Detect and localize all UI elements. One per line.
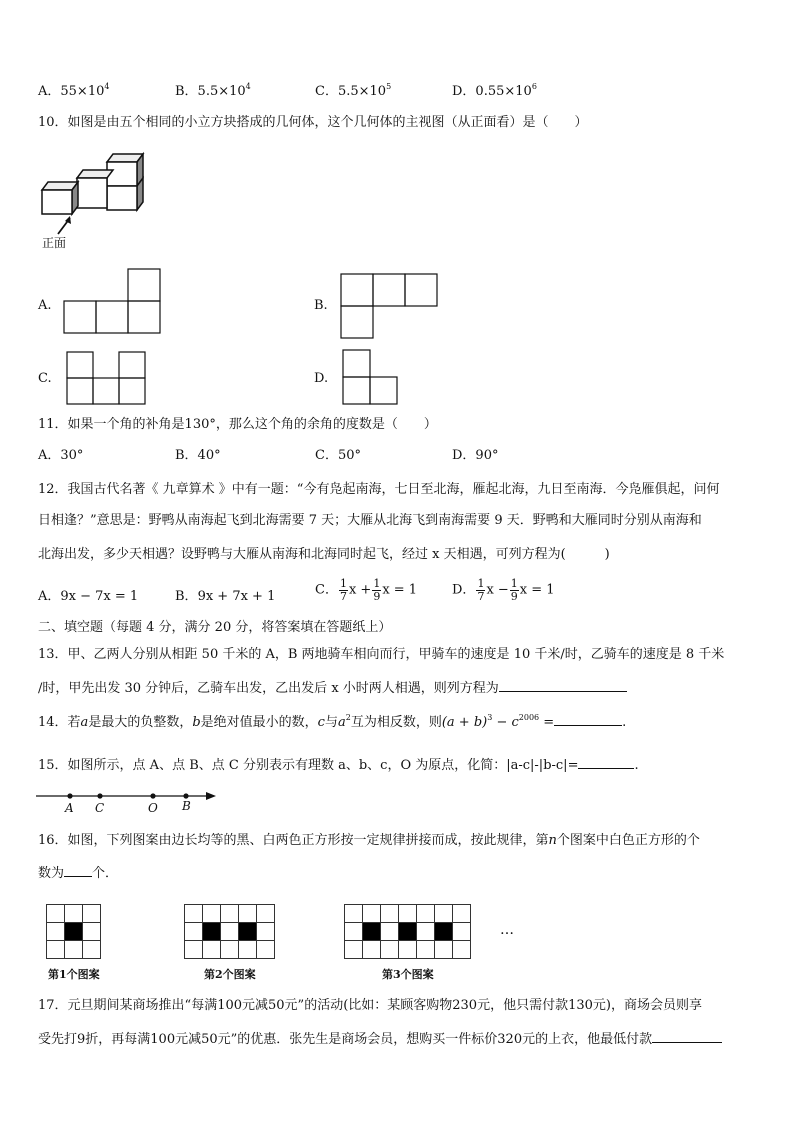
q9-option-b: B．$5.5\times 10^4$ [175,82,251,99]
pattern-1 [46,904,102,960]
q12-option-d: D． $\frac{1}{7}$ x − $\frac{1}{9}$ x = 1 [452,577,555,603]
q13-answer-blank [499,679,627,692]
q11-option-b: B．40° [175,448,221,463]
q16-line2: 数为 个． [38,866,119,881]
q10-option-b-label: B. [314,298,328,313]
front-label: 正面 [42,236,67,250]
q14-line: 14．若a是最大的负整数，b是绝对值最小的数，c与$a^2$互为相反数，则$(a + b)^3 - c^{2006}$ = . [38,713,627,730]
pattern-1-caption: 第1个图案 [48,968,100,981]
q16-answer-blank [64,864,92,877]
pattern-3 [344,904,474,960]
q11-option-c: C．50° [315,448,361,463]
point-b-label: B [182,799,191,813]
q9-option-a: A．$55\times 10^4$ [38,82,110,99]
pattern-3-caption: 第3个图案 [382,968,434,981]
q12-option-a: A．9x − 7x = 1 [38,589,139,604]
q12-line2: 日相逢？”意思是：野鸭从南海起飞到北海需要 7 天；大雁从北海飞到南海需要 9 天．野鸭和大雁同时分别从南海和 [38,513,702,528]
q13-line2: /时，甲先出发 30 分钟后，乙骑车出发，乙出发后 x 小时两人相遇，则列方程为 [38,679,627,697]
pattern-2-caption: 第2个图案 [204,968,256,981]
point-c-label: C [95,801,105,815]
q10-option-d-label: D. [314,371,329,386]
q12-option-b: B．9x + 7x + 1 [175,589,276,604]
q12-line1: 12．我国古代名著《 九章算术 》中有一题：“今有凫起南海，七日至北海，雁起北海，九日至南海．今凫雁俱起，问何 [38,482,720,497]
q11-option-d: D．90° [452,448,499,463]
q10-stem: 10．如图是由五个相同的小立方块搭成的几何体，这个几何体的主视图（从正面看）是（ ） [38,115,588,130]
q17-line2: 受先打9折，再每满100元减50元”的优惠．张先生是商场会员，想购买一件标价320元的上衣，他最低付款 [38,1030,722,1048]
q10-option-c-label: C. [38,371,52,386]
section-heading-fill-in: 二、填空题（每题 4 分，满分 20 分，将答案填在答题纸上） [38,620,392,635]
q10-option-d-figure [342,349,400,407]
pattern-2 [184,904,278,960]
point-o-label: O [148,801,158,815]
q15-answer-blank [578,756,634,769]
q10-option-a-label: A. [38,298,52,313]
q14-answer-blank [554,713,622,726]
q13-line1: 13．甲、乙两人分别从相距 50 千米的 A，B 两地骑车相向而行，甲骑车的速度是 10 千米/时，乙骑车的速度是 8 千米 [38,647,725,662]
q17-answer-blank [652,1030,722,1043]
q17-line1: 17．元旦期间某商场推出“每满100元减50元”的活动(比如：某顾客购物230元，他只需付款130元)，商场会员则享 [38,998,702,1013]
q10-option-a-figure [63,268,163,334]
q11-stem: 11．如果一个角的补角是130°，那么这个角的余角的度数是（ ） [38,417,437,432]
q9-option-d: D．$0.55\times 10^6$ [452,82,537,99]
q16-line1: 16．如图，下列图案由边长均等的黑、白两色正方形按一定规律拼接而成，按此规律，第n个图案中白色正方形的个 [38,833,700,848]
q10-option-c-figure [66,351,148,405]
q9-option-c: C．$5.5\times 10^5$ [315,82,392,99]
q15-stem: 15．如图所示，点 A、点 B、点 C 分别表示有理数 a、b、c，O 为原点，化简：|a-c|-|b-c|= . [38,758,639,773]
point-a-label: A [65,801,74,815]
q12-line3: 北海出发，多少天相遇？设野鸭与大雁从南海和北海同时起飞，经过 x 天相遇，可列方程为( ) [38,547,610,562]
q12-option-c: C． $\frac{1}{7}$ x + $\frac{1}{9}$ x = 1 [315,577,418,603]
ellipsis-icon: … [500,922,514,938]
q10-option-b-figure [340,273,440,339]
q11-option-a: A．30° [38,448,84,463]
